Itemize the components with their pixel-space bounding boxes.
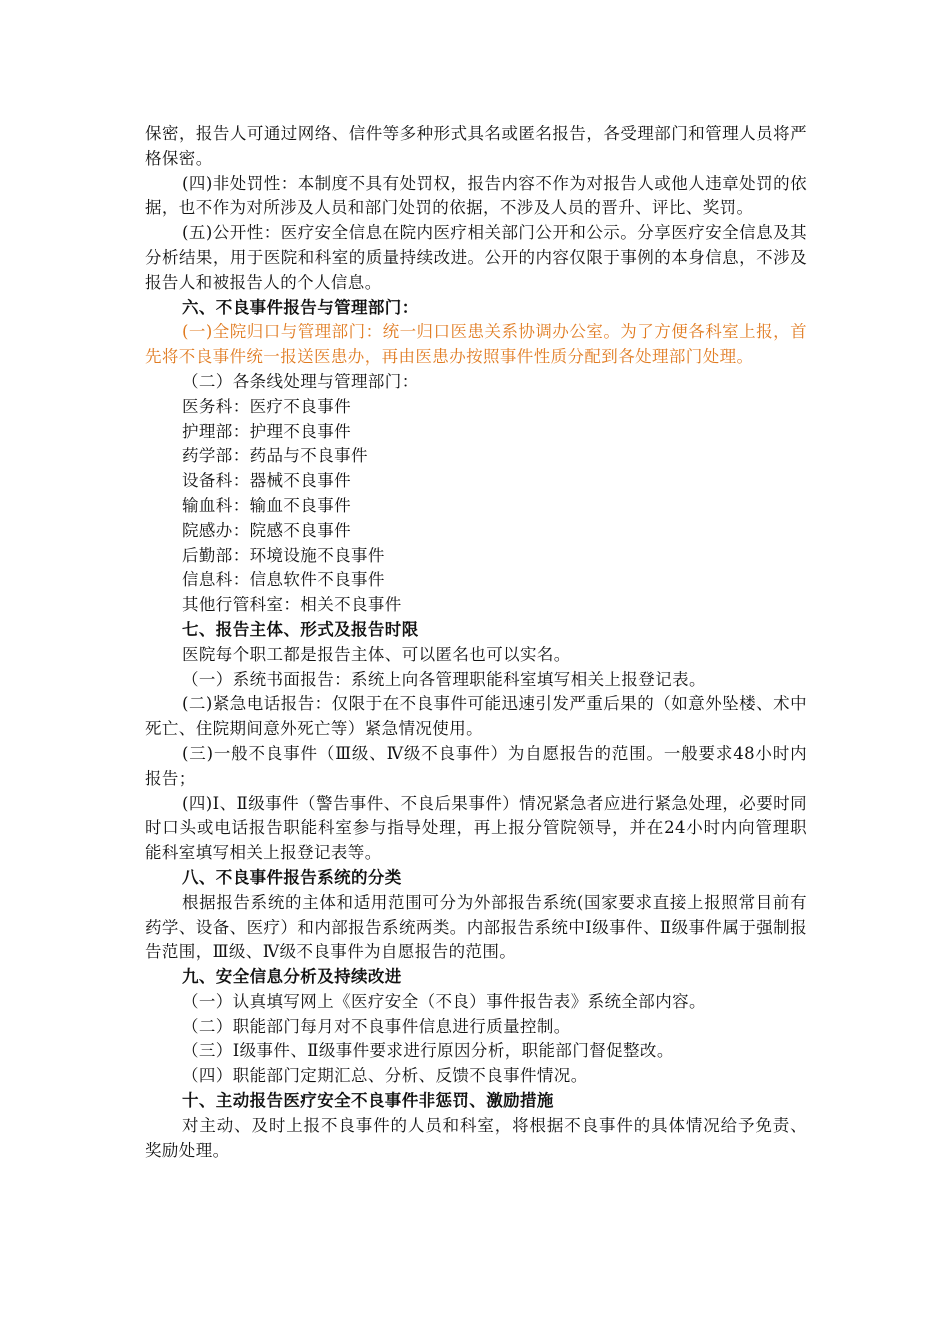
section-heading-8: 八、不良事件报告系统的分类: [182, 867, 402, 887]
section-heading-6: 六、不良事件报告与管理部门：: [182, 297, 419, 317]
dept-item-medical: 医务科：医疗不良事件: [182, 396, 351, 416]
document-page: [145, 122, 807, 1163]
section-heading-7: 七、报告主体、形式及报告时限: [182, 619, 419, 639]
paragraph-level-1-2-events: (四)Ⅰ、Ⅱ级事件（警告事件、不良后果事件）情况紧急者应进行紧急处理，必要时同时口头或电话报告职能科室参与指导处理，再上报分管院领导，并在24小时内向管理职能科室填写相关上报登记表等。: [145, 793, 807, 863]
dept-item-infection: 院感办：院感不良事件: [182, 520, 351, 540]
dept-item-logistics: 后勤部：环境设施不良事件: [182, 545, 385, 565]
paragraph-summary-feedback: （四）职能部门定期汇总、分析、反馈不良事件情况。: [182, 1066, 588, 1086]
paragraph-phone-report: (二)紧急电话报告：仅限于在不良事件可能迅速引发严重后果的（如意外坠楼、术中死亡、住院期间意外死亡等）紧急情况使用。: [145, 694, 807, 739]
paragraph-root-cause: （三）Ⅰ级事件、Ⅱ级事件要求进行原因分析，职能部门督促整改。: [182, 1041, 674, 1061]
paragraph-line-departments: （二）各条线处理与管理部门：: [182, 371, 419, 391]
paragraph-system-classification: 根据报告系统的主体和适用范围可分为外部报告系统(国家要求直接上报照常目前有药学、设备、医疗）和内部报告系统两类。内部报告系统中Ⅰ级事件、Ⅱ级事件属于强制报告范围，Ⅲ级、Ⅳ级不良事件为自愿报告的范围。: [145, 892, 807, 962]
dept-item-nursing: 护理部：护理不良事件: [182, 421, 351, 441]
paragraph-quality-control: （二）职能部门每月对不良事件信息进行质量控制。: [182, 1016, 571, 1036]
dept-item-equipment: 设备科：器械不良事件: [182, 471, 351, 491]
dept-item-it: 信息科：信息软件不良事件: [182, 570, 385, 590]
paragraph-written-report: （一）系统书面报告：系统上向各管理职能科室填写相关上报登记表。: [182, 669, 706, 689]
paragraph-confidentiality-cont: 保密，报告人可通过网络、信件等多种形式具名或匿名报告，各受理部门和管理人员将严格保密。: [145, 124, 807, 168]
dept-item-transfusion: 输血科：输血不良事件: [182, 495, 351, 515]
section-heading-10: 十、主动报告医疗安全不良事件非惩罚、激励措施: [182, 1091, 554, 1111]
dept-item-other: 其他行管科室：相关不良事件: [182, 595, 402, 615]
paragraph-openness: (五)公开性：医疗安全信息在院内医疗相关部门公开和公示。分享医疗安全信息及其分析结果，用于医院和科室的质量持续改进。公开的内容仅限于事例的本身信息，不涉及报告人和被报告人的个人信息。: [145, 223, 807, 292]
paragraph-non-punitive: (四)非处罚性：本制度不具有处罚权，报告内容不作为对报告人或他人违章处罚的依据，也不作为对所涉及人员和部门处罚的依据，不涉及人员的晋升、评比、奖罚。: [145, 173, 807, 218]
paragraph-fill-form: （一）认真填写网上《医疗安全（不良）事件报告表》系统全部内容。: [182, 991, 706, 1011]
paragraph-highlighted-central-dept: (一)全院归口与管理部门：统一归口医患关系协调办公室。为了方便各科室上报，首先将不良事件统一报送医患办，再由医患办按照事件性质分配到各处理部门处理。: [145, 322, 807, 367]
dept-item-pharmacy: 药学部：药品与不良事件: [182, 446, 368, 466]
section-heading-9: 九、安全信息分析及持续改进: [182, 967, 402, 987]
paragraph-incentives: 对主动、及时上报不良事件的人员和科室，将根据不良事件的具体情况给予免责、奖励处理。: [145, 1115, 807, 1160]
paragraph-reporting-subject: 医院每个职工都是报告主体、可以匿名也可以实名。: [182, 644, 571, 664]
paragraph-general-events: (三)一般不良事件（Ⅲ级、Ⅳ级不良事件）为自愿报告的范围。一般要求48小时内报告；: [145, 743, 807, 788]
